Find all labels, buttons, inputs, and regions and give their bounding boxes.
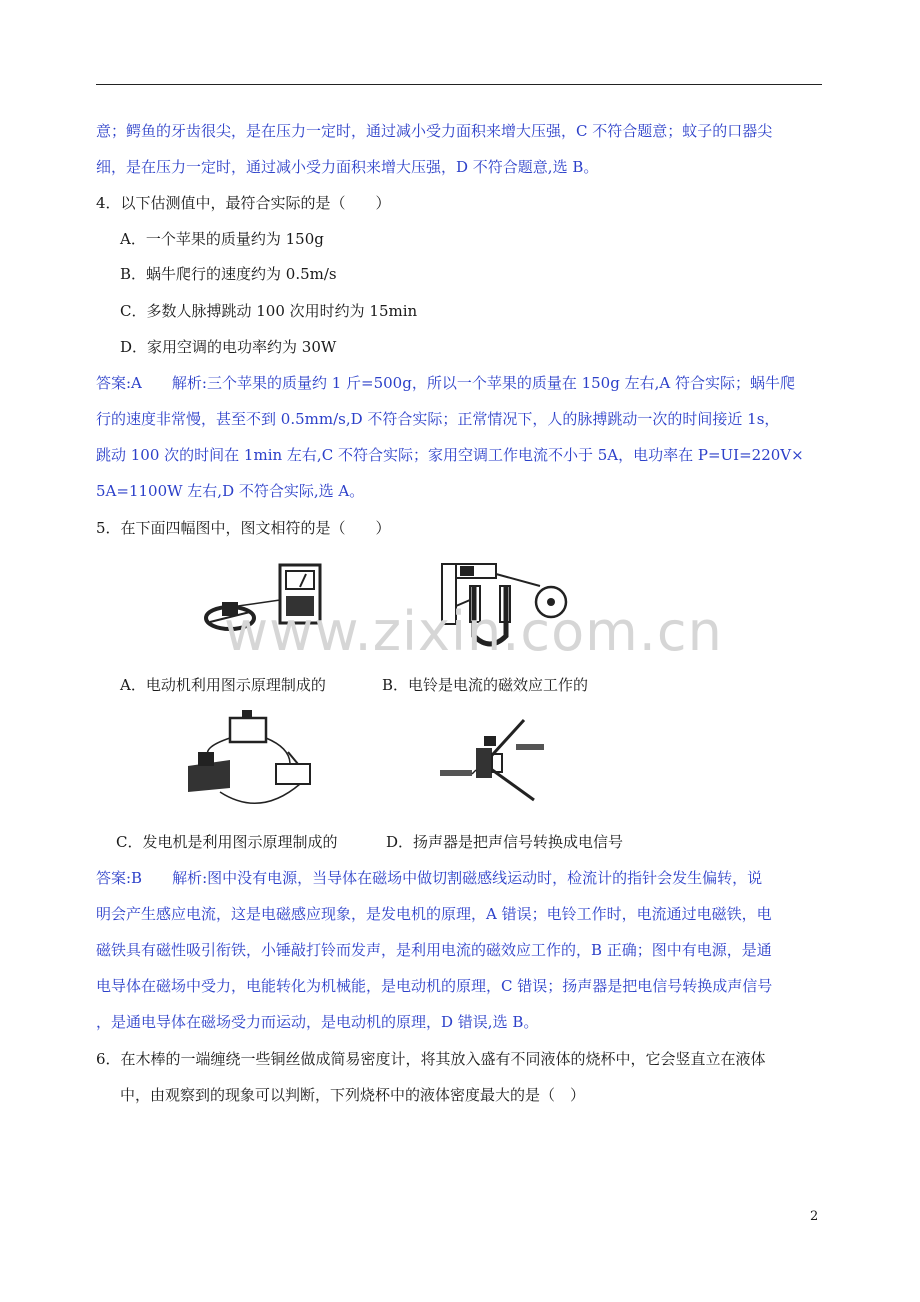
answer-5-line: ，是通电导体在磁场受力而运动，是电动机的原理，D 错误,选 B。 (96, 1013, 539, 1031)
answer-line: 意；鳄鱼的牙齿很尖，是在压力一定时，通过减小受力面积来增大压强，C 不符合题意；蚊子的口器尖 (96, 122, 773, 140)
answer-4-line: 跳动 100 次的时间在 1min 左右,C 不符合实际；家用空调工作电流不小于 5A，电功率在 P=UI=220V× (96, 446, 804, 464)
answer-5-line: 电导体在磁场中受力，电能转化为机械能，是电动机的原理，C 错误；扬声器是把电信号转换成声信号 (96, 977, 773, 995)
header-rule (96, 84, 822, 85)
watermark: www.zixin.com.cn (224, 600, 723, 663)
figure-c-motor-circuit-icon (180, 708, 320, 814)
answer-5-line: 明会产生感应电流，这是电磁感应现象，是发电机的原理，A 错误；电铃工作时，电流通过电磁铁，电 (96, 905, 772, 923)
question-6-cont: 中，由观察到的现象可以判断，下列烧杯中的液体密度最大的是（ ） (120, 1086, 586, 1104)
option-4b: B．蜗牛爬行的速度约为 0.5m/s (120, 265, 337, 283)
option-5b: B．电铃是电流的磁效应工作的 (382, 676, 589, 694)
page-number: 2 (810, 1209, 819, 1224)
answer-4-line: 答案:A 解析:三个苹果的质量约 1 斤=500g，所以一个苹果的质量在 150g 左右,A 符合实际；蜗牛爬 (96, 374, 795, 392)
option-5c: C．发电机是利用图示原理制成的 (116, 833, 338, 851)
option-5d: D．扬声器是把声信号转换成电信号 (386, 833, 624, 851)
question-6: 6．在木棒的一端缠绕一些铜丝做成简易密度计，将其放入盛有不同液体的烧杯中，它会竖直立在液体 (96, 1050, 766, 1068)
answer-line: 细，是在压力一定时，通过减小受力面积来增大压强，D 不符合题意,选 B。 (96, 158, 599, 176)
answer-4-line: 行的速度非常慢，甚至不到 0.5mm/s,D 不符合实际；正常情况下，人的脉搏跳动一次的时间接近 1s， (96, 410, 780, 428)
answer-5-line: 答案:B 解析:图中没有电源，当导体在磁场中做切割磁感线运动时，检流计的指针会发生偏转，说 (96, 869, 763, 887)
answer-5-line: 磁铁具有磁性吸引衔铁，小锤敲打铃而发声，是利用电流的磁效应工作的，B 正确；图中有电源，是通 (96, 941, 772, 959)
answer-4-line: 5A=1100W 左右,D 不符合实际,选 A。 (96, 482, 365, 500)
question-5: 5．在下面四幅图中，图文相符的是（ ） (96, 519, 391, 537)
option-5a: A．电动机利用图示原理制成的 (120, 676, 326, 694)
option-4c: C．多数人脉搏跳动 100 次用时约为 15min (120, 302, 418, 320)
figure-d-speaker-icon (436, 712, 556, 812)
question-4: 4．以下估测值中，最符合实际的是（ ） (96, 194, 391, 212)
option-4d: D．家用空调的电功率约为 30W (120, 338, 337, 356)
option-4a: A．一个苹果的质量约为 150g (120, 230, 324, 248)
